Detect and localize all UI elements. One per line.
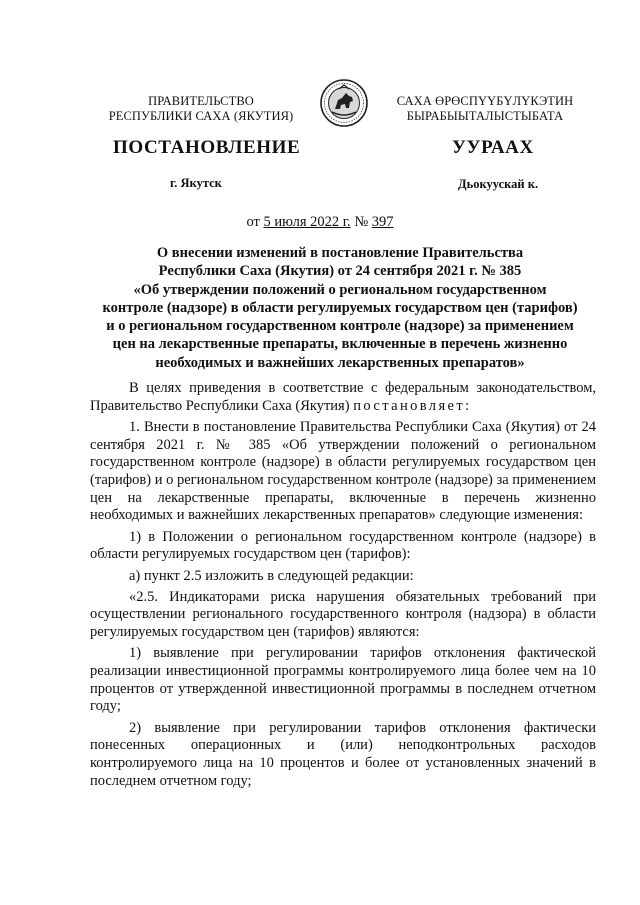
government-name-sah	[380, 94, 590, 124]
subject-line: контроле (надзоре) в области регулируемых государством цен (тарифов)	[102, 299, 578, 316]
date-prefix: от	[246, 214, 264, 230]
city-sah: Дьокуускай к.	[458, 177, 539, 191]
document-type-sah: УУРААХ	[452, 137, 534, 158]
document-date-number	[0, 214, 640, 231]
document-type-ru: ПОСТАНОВЛЕНИЕ	[113, 137, 301, 158]
subject-line: необходимых и важнейших лекарственных препаратов»	[155, 354, 525, 371]
subject-line: О внесении изменений в постановление Правительства	[156, 245, 524, 261]
body-paragraph: 1) в Положении о региональном государственном контроле (надзоре) в области регулируемых государством цен (тарифов):	[90, 528, 596, 563]
resolves-word: постановляет:	[353, 397, 472, 414]
coat-of-arms-icon	[319, 78, 369, 128]
government-name-sah-line1: САХА ӨРӨСПҮҮБҮЛҮКЭТИН	[396, 94, 574, 108]
body-paragraph: а) пункт 2.5 изложить в следующей редакции:	[129, 567, 414, 584]
government-name-ru-line2: РЕСПУБЛИКИ САХА (ЯКУТИЯ)	[108, 109, 294, 123]
government-name-ru	[106, 94, 296, 124]
subject-line: цен на лекарственные препараты, включенные в перечень жизненно	[112, 336, 568, 353]
number-prefix: №	[350, 214, 372, 230]
government-name-sah-line2: БЫРАБЫЫТАЛЫСТЫБАТА	[406, 109, 564, 123]
body-paragraph	[90, 380, 596, 415]
body-paragraph-text: В целях приведения в соответствие с федеральным законодательством, Правительство Республики Саха (Якутия)	[90, 380, 596, 414]
body-paragraph: «2.5. Индикаторами риска нарушения обязательных требований при осуществлении регионального государственного контроля (надзора) в области регулируемых государством цен (тарифов) являются:	[90, 588, 596, 641]
document-subject	[84, 244, 596, 372]
body-paragraph: 1) выявление при регулировании тарифов отклонения фактической реализации инвестиционной программы контролируемого лица более чем на 10 процентов от утвержденной инвестиционной программы в последнем отчетном году;	[90, 645, 596, 715]
body-paragraph: 2) выявление при регулировании тарифов отклонения фактически понесенных операционных и (или) неподконтрольных расходов контролируемого лица на 10 процентов и более от установленных значений в последнем отчетном году;	[90, 719, 596, 789]
subject-line: «Об утверждении положений о региональном государственном	[133, 281, 547, 298]
document-number: 397	[371, 214, 394, 230]
subject-line: Республики Саха (Якутия) от 24 сентября 2021 г. № 385	[158, 263, 522, 280]
government-name-ru-line1: ПРАВИТЕЛЬСТВО	[148, 94, 254, 108]
subject-line: и о региональном государственном контроле (надзоре) за применением	[106, 318, 574, 335]
document-body	[90, 380, 596, 794]
body-paragraph: 1. Внести в постановление Правительства Республики Саха (Якутия) от 24 сентября 2021 г. № 385 «Об утверждении положений о региональном государственном контроле (надзоре) в области регулируемых государством цен (тарифов) и о региональном государственном контроле (надзоре) за применением цен на лекарственные препараты, включенные в перечень жизненно необходимых и важнейших лекарственных препаратов» следующие изменения:	[90, 418, 596, 524]
document-date: 5 июля 2022 г.	[263, 214, 351, 230]
city-ru: г. Якутск	[170, 176, 222, 190]
